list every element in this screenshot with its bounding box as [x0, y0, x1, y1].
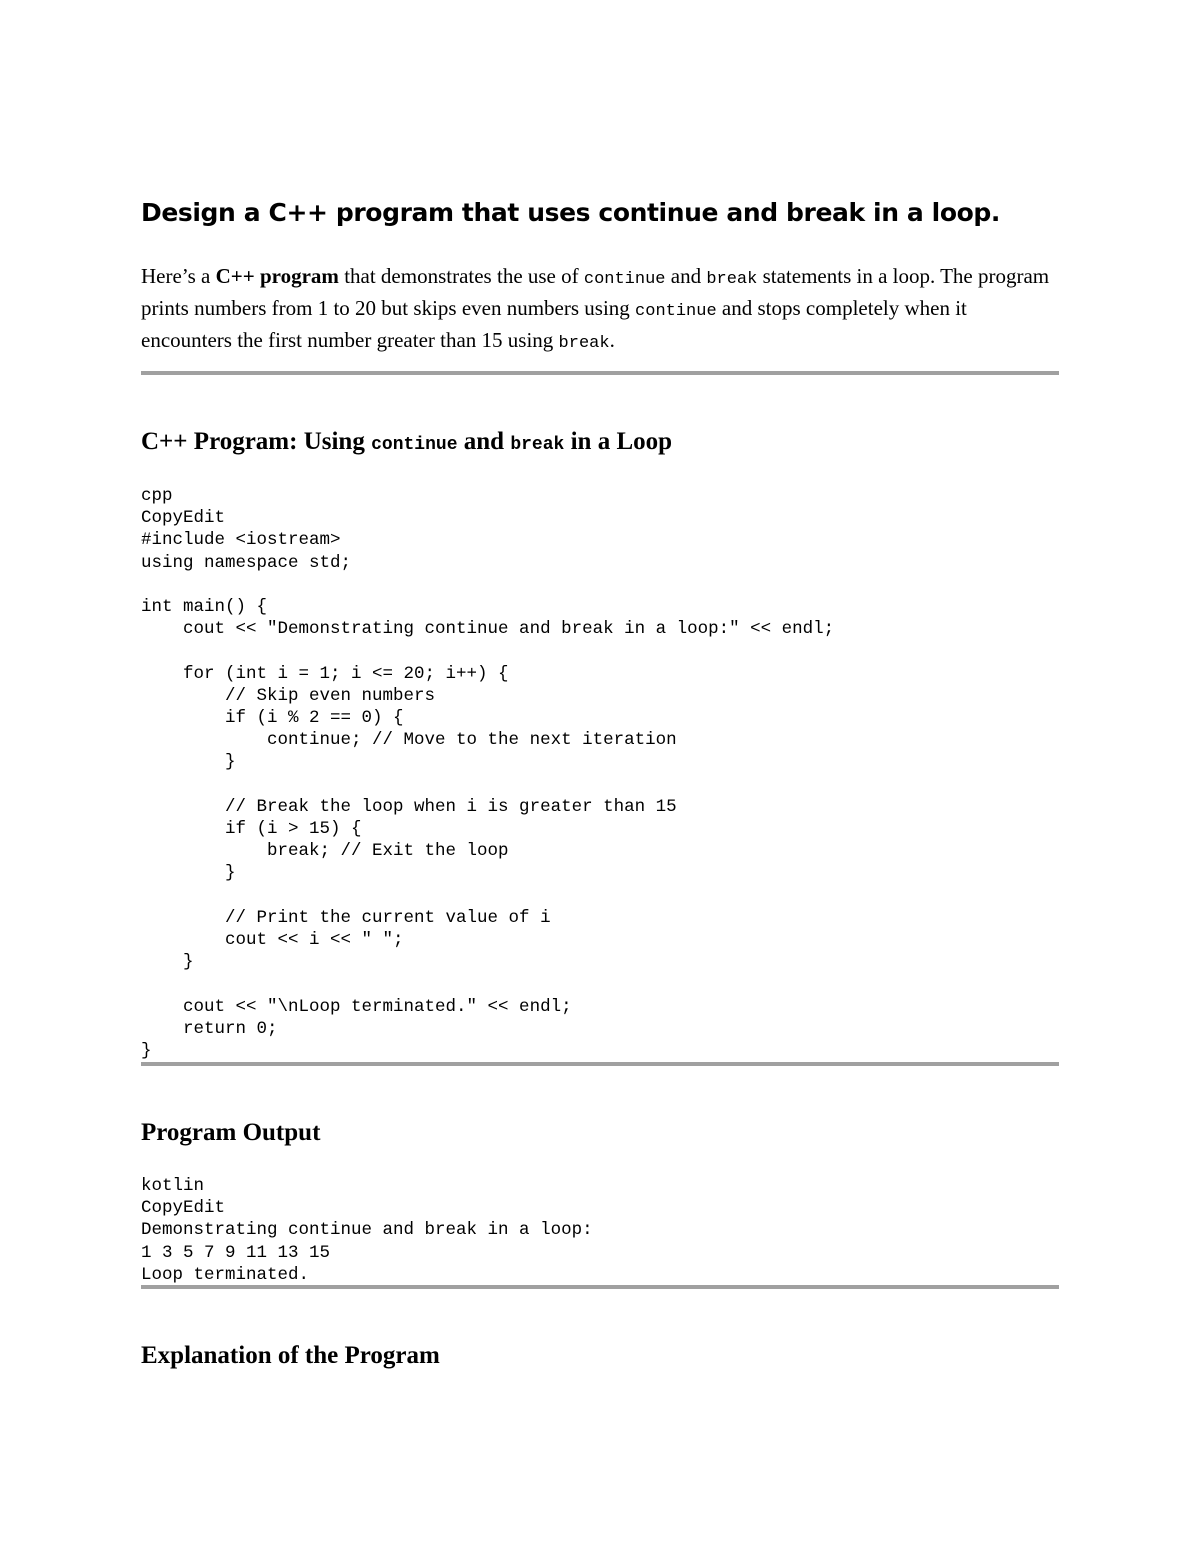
intro-text: and: [665, 264, 707, 288]
inline-code: break: [558, 334, 610, 353]
program-code-block: cpp CopyEdit #include <iostream> using namespace std; int main() { cout << "Demonstrating continue and break in a loop:" << endl; for (int i = 1; i <= 20; i++) { // Skip even numbers if (i % 2 == 0) { continue; // Move to the next iteration } // Break the loop when i is greater than 15 if (i > 15) { break; // Exit the loop } // Print the current value of i cout << i << " "; } cout << "\nLoop terminated." << endl; return 0; }: [141, 486, 835, 1062]
inline-code: continue: [635, 302, 717, 321]
intro-text: Here’s a: [141, 264, 216, 288]
program-heading: [141, 428, 672, 456]
inline-code: continue: [583, 270, 666, 289]
heading-text: in a Loop: [564, 428, 673, 455]
inline-code: break: [706, 270, 758, 289]
intro-bold-text: C++ program: [215, 264, 339, 288]
horizontal-rule: [141, 1285, 1059, 1289]
horizontal-rule: [141, 1062, 1059, 1066]
heading-inline-code: break: [510, 435, 565, 455]
output-code-block: kotlin CopyEdit Demonstrating continue and break in a loop: 1 3 5 7 9 11 13 15 Loop terminated.: [141, 1176, 593, 1285]
output-heading: Program Output: [141, 1119, 321, 1146]
explanation-heading: Explanation of the Program: [141, 1342, 440, 1369]
heading-text: and: [457, 428, 511, 455]
intro-text: and stops completely when it encounters the first number greater than 15 using: [141, 296, 967, 352]
intro-paragraph: [141, 262, 1059, 358]
intro-text: statements in a loop. The program prints numbers from 1 to 20 but skips even numbers using: [141, 264, 1050, 320]
intro-text: that demonstrates the use of: [338, 264, 584, 288]
intro-text: .: [609, 328, 615, 352]
heading-text: C++ Program: Using: [141, 428, 372, 455]
document-title: Design a C++ program that uses continue and break in a loop.: [141, 198, 1000, 227]
horizontal-rule: [141, 371, 1059, 375]
heading-inline-code: continue: [371, 435, 458, 455]
